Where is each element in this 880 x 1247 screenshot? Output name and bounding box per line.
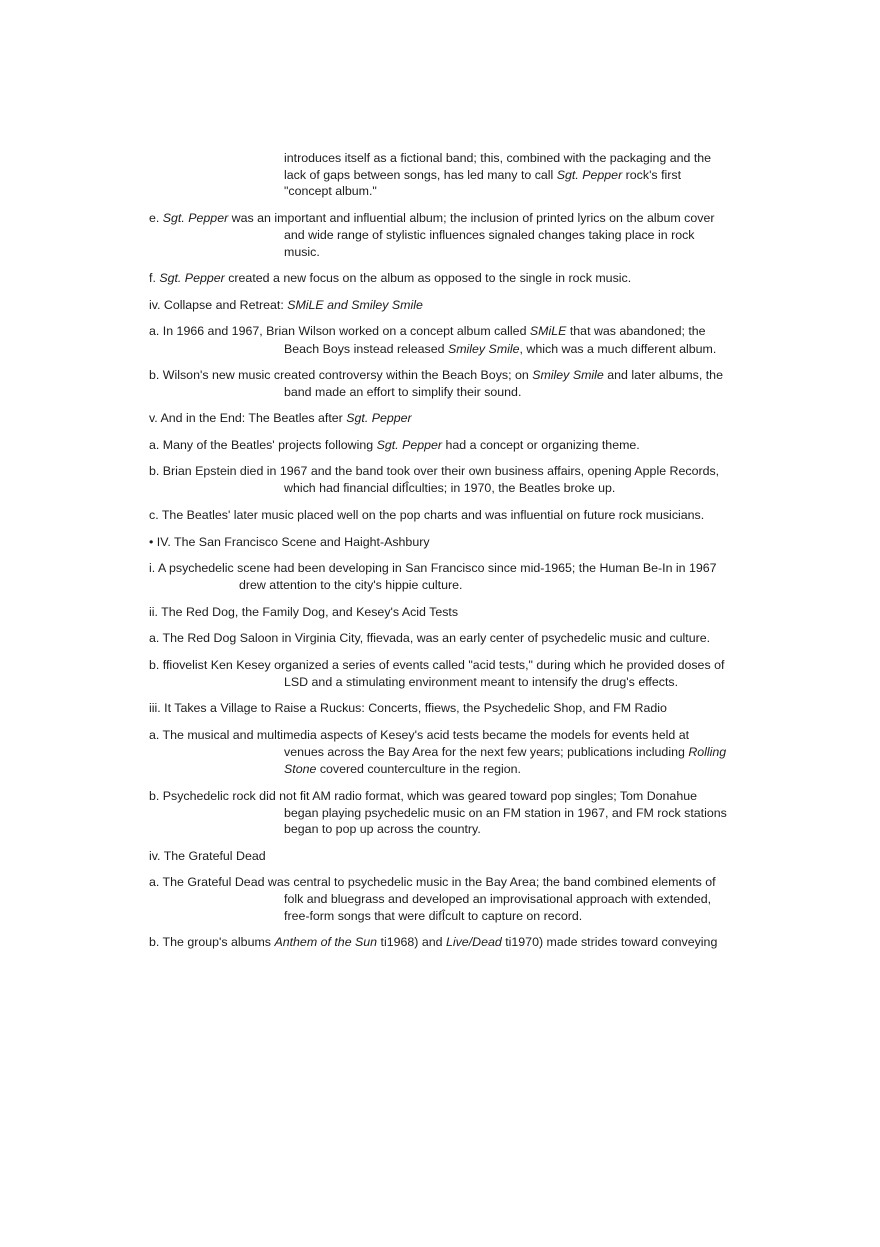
album-title: Sgt. Pepper <box>346 411 412 425</box>
outline-item-b: b. Brian Epstein died in 1967 and the band took over their own business affairs, opening Apple Records, <box>149 464 720 478</box>
text-line: Beach Boys instead released Smiley Smile, which was a much different album. <box>284 342 717 356</box>
album-title: Sgt. Pepper <box>376 438 443 452</box>
text-line: began playing psychedelic music on an FM station in 1967, and FM rock stations <box>284 806 727 820</box>
outline-item-a: a. The Red Dog Saloon in Virginia City, ffievada, was an early center of psychedelic music and culture. <box>149 631 711 645</box>
text-run: rock's first <box>622 168 682 182</box>
album-title: Live/Dead <box>445 935 502 949</box>
album-title: Smiley Smile <box>532 368 604 382</box>
outline-heading-iv: iv. The Grateful Dead <box>149 849 266 863</box>
text-line: venues across the Bay Area for the next few years; publications including Rolling <box>284 745 727 759</box>
publication-title: Rolling <box>688 745 727 759</box>
album-title: SMiLE <box>529 324 567 338</box>
text-line: began to pop up across the country. <box>284 822 481 836</box>
text-line <box>284 167 681 184</box>
text-line: LSD and a stimulating environment meant to intensify the drug's effects. <box>284 675 679 689</box>
outline-item-a: a. The musical and multimedia aspects of Kesey's acid tests became the models for events held at <box>149 728 690 742</box>
text-line <box>284 150 711 167</box>
outline-item-b: b. The group's albums Anthem of the Sun ti1968) and Live/Dead ti1970) made strides toward conveying <box>149 935 718 949</box>
outline-heading-v: v. And in the End: The Beatles after Sgt. Pepper <box>149 411 412 425</box>
text-line: Stone covered counterculture in the region. <box>284 762 521 776</box>
text-line <box>284 183 377 200</box>
text-line: folk and bluegrass and developed an improvisational approach with extended, <box>284 892 712 906</box>
outline-item-f: f. Sgt. Pepper created a new focus on the album as opposed to the single in rock music. <box>149 271 632 285</box>
outline-item-a: a. The Grateful Dead was central to psychedelic music in the Bay Area; the band combined elements of <box>149 875 716 889</box>
outline-item-b: b. Psychedelic rock did not fit AM radio format, which was geared toward pop singles; Tom Donahue <box>149 789 697 803</box>
outline-item-b: b. Wilson's new music created controversy within the Beach Boys; on Smiley Smile and later albums, the <box>149 368 723 382</box>
outline-heading-ii: ii. The Red Dog, the Family Dog, and Kesey's Acid Tests <box>149 605 459 619</box>
text-line: band made an effort to simplify their sound. <box>284 385 522 399</box>
text-line: music. <box>284 245 320 259</box>
outline-item-a: a. Many of the Beatles' projects following Sgt. Pepper had a concept or organizing theme. <box>149 438 640 452</box>
album-title: Sgt. Pepper <box>159 271 225 285</box>
publication-title: Stone <box>284 762 317 776</box>
outline-item-a: a. In 1966 and 1967, Brian Wilson worked on a concept album called SMiLE that was abandoned; the <box>149 324 706 338</box>
outline-item-c: c. The Beatles' later music placed well on the pop charts and was influential on future rock musicians. <box>149 508 705 522</box>
outline-item-e: e. Sgt. Pepper was an important and influential album; the inclusion of printed lyrics on the album cover <box>149 211 715 225</box>
text-line: drew attention to the city's hippie culture. <box>239 578 463 592</box>
text-run: introduces itself as a fictional band; this, combined with the packaging and the <box>284 151 712 165</box>
album-title: Anthem of the Sun <box>274 935 378 949</box>
album-title: SMiLE and Smiley Smile <box>287 298 423 312</box>
outline-heading-iv: iv. Collapse and Retreat: SMiLE and Smiley Smile <box>149 298 423 312</box>
outline-item-i: i. A psychedelic scene had been developing in San Francisco since mid-1965; the Human Be-In in 1967 <box>149 561 717 575</box>
text-line: and wide range of stylistic influences signaled changes taking place in rock <box>284 228 695 242</box>
outline-item-b: b. ffiovelist Ken Kesey organized a series of events called "acid tests," during which he provided doses of <box>149 658 725 672</box>
text-line: which had financial difÎculties; in 1970, the Beatles broke up. <box>284 481 616 495</box>
outline-heading-iii: iii. It Takes a Village to Raise a Ruckus: Concerts, ffiews, the Psychedelic Shop, and FM Radio <box>149 701 667 715</box>
album-title: Sgt. Pepper <box>162 211 229 225</box>
text-run: lack of gaps between songs, has led many to call <box>284 168 557 182</box>
text-line: free-form songs that were difÎcult to capture on record. <box>284 909 583 923</box>
album-title: Sgt. Pepper <box>556 168 623 182</box>
text-run: "concept album." <box>284 184 377 198</box>
album-title: Smiley Smile <box>447 342 520 356</box>
outline-heading-IV: • IV. The San Francisco Scene and Haight-Ashbury <box>149 535 430 549</box>
